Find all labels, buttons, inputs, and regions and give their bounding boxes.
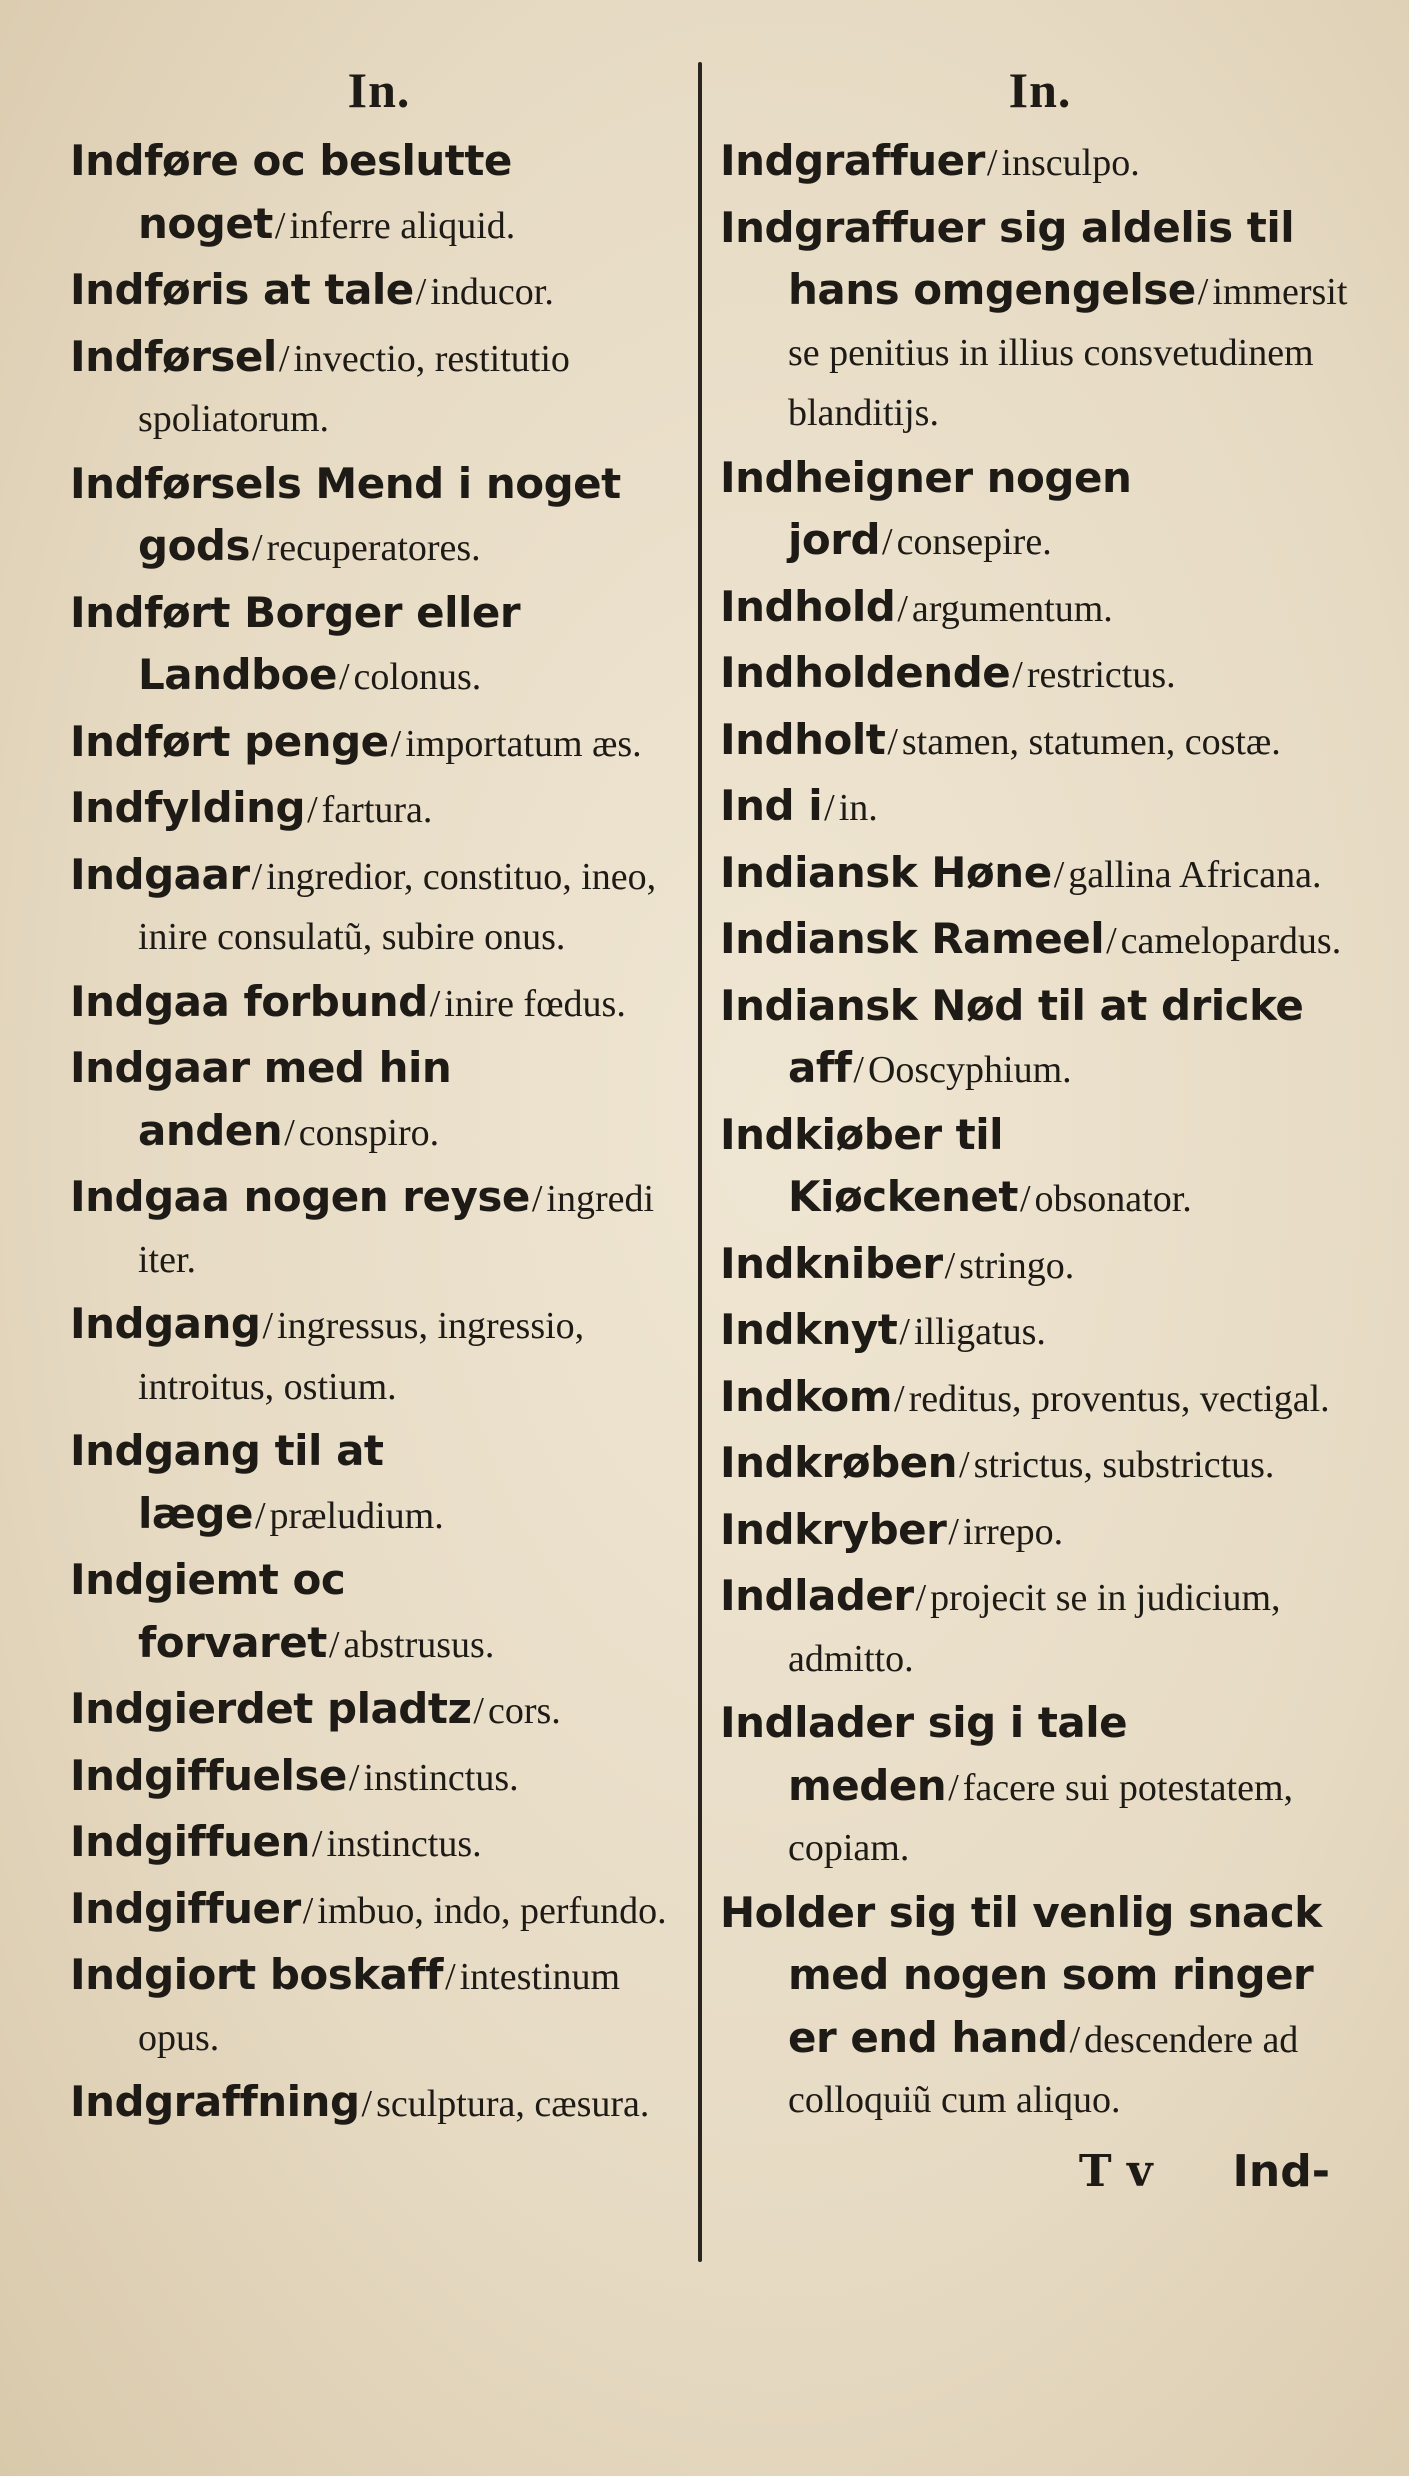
entry-separator: / [262, 1305, 274, 1347]
dictionary-entry [720, 1300, 1360, 1363]
dictionary-entry [70, 1421, 688, 1546]
dictionary-entry [720, 198, 1360, 444]
entry-headword: Indkryber [720, 1504, 947, 1554]
entry-headword: Indgang [70, 1299, 261, 1348]
dictionary-entry [70, 1294, 688, 1417]
dictionary-entry [720, 1234, 1360, 1297]
entry-separator: / [1019, 1178, 1031, 1220]
entry-headword: Indlader [720, 1571, 914, 1620]
dictionary-entry [720, 1883, 1360, 2131]
entry-separator: / [307, 789, 318, 831]
entry-separator: / [1012, 654, 1023, 696]
entry-gloss: ingredior, constituo, ineo, inire consulatũ, subire onus. [138, 855, 657, 958]
entry-separator: / [284, 1111, 295, 1154]
entry-gloss: gallina Africana. [1068, 853, 1322, 896]
entry-gloss: stringo. [959, 1244, 1075, 1287]
entry-headword: Indføris at tale [70, 265, 414, 314]
dictionary-entry [70, 1746, 688, 1809]
entry-gloss: instinctus. [363, 1756, 519, 1799]
entry-gloss: camelopardus. [1120, 920, 1342, 962]
entry-headword: Indhold [720, 581, 896, 631]
entry-headword: Indheigner nogen jord [720, 452, 1132, 564]
entry-headword: Indholdende [720, 648, 1011, 697]
entry-gloss: insculpo. [1001, 142, 1140, 184]
entry-headword: Indlader sig i tale meden [720, 1698, 1128, 1810]
entry-separator: / [429, 982, 441, 1025]
entry-gloss: fartura. [321, 789, 433, 831]
entry-separator: / [361, 2083, 373, 2125]
signature-mark: T v [1078, 2145, 1153, 2197]
page-footer [720, 2137, 1360, 2207]
entry-gloss: inducor. [430, 271, 554, 313]
dictionary-entry [70, 454, 688, 579]
entry-headword: Indkniber [720, 1238, 943, 1288]
entry-headword: Indgiffuen [70, 1817, 310, 1866]
entry-headword: Indholt [720, 714, 886, 764]
entry-headword: Indgaa forbund [70, 976, 428, 1026]
right-running-head: In. [1008, 62, 1072, 118]
entry-separator: / [1197, 271, 1209, 313]
dictionary-entry [720, 577, 1360, 640]
entry-headword: Indgaar med hin anden [70, 1043, 452, 1155]
entry-gloss: descendere ad colloquiũ cum aliquo. [788, 2018, 1299, 2121]
entry-separator: / [302, 1889, 314, 1932]
entry-separator: / [887, 720, 898, 763]
entry-headword: Indgaar [70, 849, 250, 899]
dictionary-entry [70, 1679, 688, 1742]
dictionary-entry [70, 1879, 688, 1942]
entry-headword: Indgiemt oc forvaret [70, 1555, 346, 1667]
left-column [70, 55, 688, 2385]
entry-separator: / [824, 787, 835, 829]
entry-gloss: colonus. [353, 656, 482, 698]
entry-separator: / [473, 1690, 484, 1732]
left-running-head: In. [347, 62, 411, 118]
entry-separator: / [254, 1494, 266, 1537]
dictionary-entry [720, 776, 1360, 839]
entry-separator: / [348, 1756, 360, 1799]
entry-gloss: projecit se in judicium, admitto. [788, 1577, 1281, 1680]
entry-gloss: imbuo, indo, perfundo. [317, 1889, 667, 1932]
entry-gloss: reditus, proventus, vectigal. [908, 1377, 1330, 1420]
entry-separator: / [445, 1956, 456, 1998]
entry-headword: Indiansk Rameel [720, 914, 1105, 963]
dictionary-entry [720, 710, 1360, 773]
entry-headword: Indgaa nogen reyse [70, 1172, 530, 1221]
entry-gloss: obsonator. [1034, 1178, 1192, 1220]
entry-gloss: ingredi iter. [138, 1178, 655, 1281]
entry-gloss: cors. [487, 1690, 561, 1732]
entry-headword: Indkiøber til Kiøckenet [720, 1109, 1018, 1221]
dictionary-entry [720, 976, 1360, 1101]
entry-separator: / [915, 1577, 927, 1619]
dictionary-entry [70, 1167, 688, 1290]
entry-headword: Indgiort boskaff [70, 1950, 444, 1999]
dictionary-entry [720, 1693, 1360, 1879]
dictionary-entry [720, 909, 1360, 972]
dictionary-entry [70, 778, 688, 841]
entry-headword: Indgraffuer [720, 136, 985, 185]
entry-separator: / [251, 855, 263, 898]
dictionary-entry [70, 260, 688, 323]
dictionary-entry [720, 1566, 1360, 1689]
dictionary-entry [70, 712, 688, 775]
dictionary-entry [720, 1105, 1360, 1230]
dictionary-entry [70, 972, 688, 1035]
entry-separator: / [986, 142, 998, 184]
entry-gloss: recuperatores. [266, 527, 481, 569]
entry-separator: / [311, 1823, 323, 1865]
entry-separator: / [531, 1178, 543, 1220]
column-divider [698, 62, 702, 2262]
entry-headword: Indføre oc beslutte noget [70, 136, 512, 248]
entry-headword: Indførsels Mend i noget gods [70, 458, 621, 570]
entry-gloss: conspiro. [298, 1111, 440, 1154]
dictionary-entry [70, 2072, 688, 2135]
right-column [720, 55, 1360, 2385]
entry-separator: / [1106, 920, 1117, 962]
dictionary-entry [720, 131, 1360, 194]
dictionary-entry [720, 643, 1360, 706]
dictionary-entry [70, 1550, 688, 1675]
entry-headword: Indiansk Høne [720, 847, 1052, 897]
entry-gloss: strictus, substrictus. [973, 1444, 1275, 1486]
entry-headword: Indgiffuer [70, 1883, 301, 1933]
entry-gloss: ingressus, ingressio, introitus, ostium. [138, 1305, 585, 1408]
entry-gloss: inire fœdus. [444, 982, 626, 1025]
entry-gloss: restrictus. [1026, 654, 1176, 696]
entry-gloss: intestinum opus. [138, 1956, 621, 2059]
entry-headword: Holder sig til venlig snack med nogen som ringer er end hand [720, 1887, 1322, 2062]
entry-gloss: in. [838, 787, 878, 829]
entry-headword: Indførsel [70, 331, 277, 381]
entry-headword: Indknyt [720, 1305, 898, 1354]
entry-separator: / [948, 1766, 959, 1809]
dictionary-entry [720, 1500, 1360, 1563]
entry-gloss: illigatus. [913, 1311, 1046, 1353]
entry-gloss: inferre aliquid. [289, 204, 516, 247]
entry-separator: / [897, 587, 908, 630]
dictionary-entry [70, 327, 688, 450]
dictionary-entry [70, 845, 688, 968]
right-entries [720, 131, 1360, 2131]
entry-separator: / [1053, 853, 1065, 896]
entry-headword: Indkrøben [720, 1438, 958, 1487]
entry-separator: / [899, 1311, 910, 1353]
left-entries [70, 131, 688, 2135]
entry-headword: Indiansk Nød til at dricke aff [720, 980, 1304, 1092]
entry-separator: / [278, 337, 290, 380]
entry-headword: Indgraffuer sig aldelis til hans omgengelse [720, 202, 1295, 314]
entry-gloss: facere sui potestatem, copiam. [788, 1766, 1294, 1869]
entry-separator: / [948, 1510, 959, 1553]
entry-separator: / [944, 1244, 956, 1287]
catchword: Ind- [1232, 2145, 1330, 2197]
entry-gloss: invectio, restitutio spoliatorum. [138, 337, 570, 440]
entry-separator: / [274, 204, 286, 247]
entry-headword: Indkom [720, 1371, 893, 1421]
dictionary-entry [720, 1367, 1360, 1430]
entry-gloss: sculptura, cæsura. [376, 2083, 650, 2125]
dictionary-entry [70, 1038, 688, 1163]
entry-headword: Ind i [720, 781, 823, 830]
entry-gloss: importatum æs. [405, 722, 642, 765]
entry-separator: / [390, 722, 402, 765]
dictionary-entry [720, 1433, 1360, 1496]
entry-gloss: abstrusus. [343, 1623, 495, 1666]
entry-separator: / [959, 1444, 970, 1486]
entry-gloss: irrepo. [962, 1510, 1064, 1553]
entry-gloss: consepire. [896, 521, 1052, 563]
entry-separator: / [251, 527, 263, 569]
entry-gloss: stamen, statumen, costæ. [901, 720, 1281, 763]
entry-headword: Indgiffuelse [70, 1750, 347, 1800]
dictionary-entry [70, 583, 688, 708]
entry-headword: Indgierdet pladtz [70, 1684, 472, 1733]
entry-gloss: immersit se penitius in illius consvetudinem blanditijs. [788, 271, 1348, 434]
entry-separator: / [338, 656, 350, 698]
entry-headword: Indført Borger eller Landboe [70, 587, 521, 699]
entry-gloss: præludium. [269, 1494, 444, 1537]
entry-separator: / [882, 521, 893, 563]
entry-separator: / [415, 271, 427, 313]
entry-gloss: Ooscyphium. [867, 1049, 1072, 1091]
dictionary-entry [70, 1812, 688, 1875]
entry-separator: / [1069, 2018, 1081, 2061]
entry-headword: Indfylding [70, 783, 306, 832]
dictionary-entry [720, 843, 1360, 906]
entry-headword: Indgraffning [70, 2077, 360, 2126]
dictionary-entry [70, 131, 688, 256]
dictionary-entry [70, 1945, 688, 2068]
entry-headword: Indgang til at læge [70, 1426, 384, 1538]
entry-separator: / [853, 1049, 864, 1091]
entry-gloss: argumentum. [911, 587, 1113, 630]
entry-separator: / [894, 1377, 905, 1420]
dictionary-entry [720, 448, 1360, 573]
entry-headword: Indført penge [70, 716, 389, 766]
entry-separator: / [328, 1623, 340, 1666]
entry-gloss: instinctus. [326, 1823, 482, 1865]
